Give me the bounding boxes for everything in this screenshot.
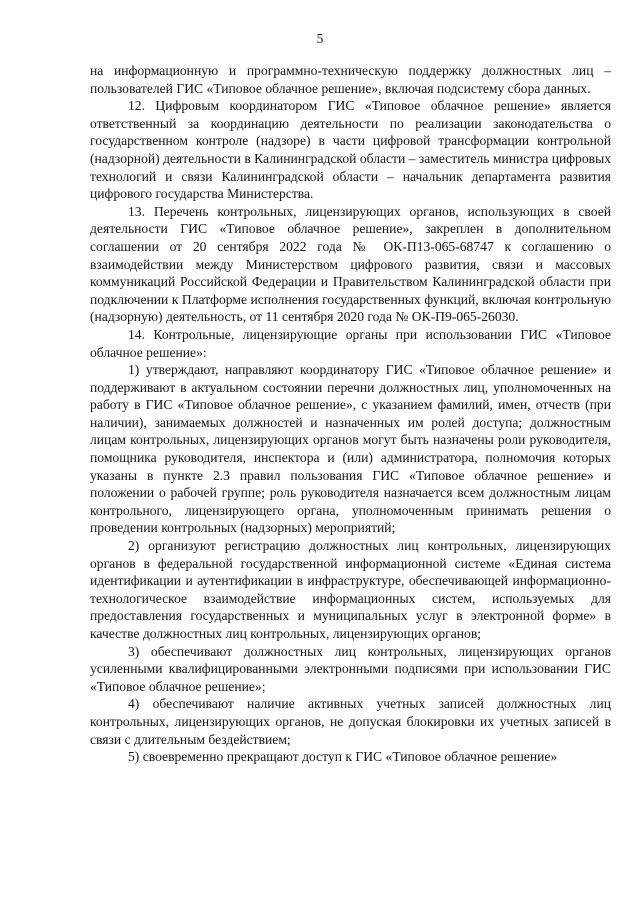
paragraph-item-13: 13. Перечень контрольных, лицензирующих органов, использующих в своей деятельности ГИС «Типовое облачное решение», закреплен в дополнительном соглашении от 20 сентября 2022 года № ОК-П13-065-68747 к соглашению о взаимодействии между Министерством цифрового развития, связи и массовых коммуникаций Российской Федерации и Правительством Калининградской области при подключении к Платформе исполнения государственных функций, включая контрольную (надзорную) деятельность, от 11 сентября 2020 года № ОК-П9-065-26030. — [90, 203, 611, 325]
subitem-4: 4) обеспечивают наличие активных учетных записей должностных лиц контрольных, лицензирующих органов, не допуская блокировки их учетных записей в связи с длительным бездействием; — [90, 696, 611, 747]
subitem-5: 5) своевременно прекращают доступ к ГИС «Типовое облачное решение» — [128, 749, 558, 765]
subitem-2: 2) организуют регистрацию должностных лиц контрольных, лицензирующих органов в федеральной государственной информационной системе «Единая система идентификации и аутентификации в инфраструктуре, обеспечивающей информационно-технологическое взаимодействие информационных систем, используемых для предоставления государственных и муниципальных услуг в электронной форме» в качестве должностных лиц контрольных, лицензирующих органов; — [90, 538, 611, 641]
page-number: 5 — [316, 31, 324, 46]
document-body — [90, 62, 611, 766]
paragraph-item-12: 12. Цифровым координатором ГИС «Типовое облачное решение» является ответственный за координацию деятельности по реализации законодательства о государственном контроле (надзоре) в части цифровой трансформации контрольной (надзорной) деятельности в Калининградской области – заместитель министра цифровых технологий и связи Калининградской области – начальник департамента развития цифрового государства Министерства. — [90, 98, 611, 202]
subitem-3: 3) обеспечивают должностных лиц контрольных, лицензирующих органов усиленными квалифицированными электронными подписями при использовании ГИС «Типовое облачное решение»; — [90, 643, 611, 694]
subitem-1: 1) утверждают, направляют координатору ГИС «Типовое облачное решение» и поддерживают в актуальном состоянии перечни должностных лиц, уполномоченных на работу в ГИС «Типовое облачное решение», с указанием фамилий, имен, отчеств (при наличии), занимаемых должностей и назначенных им ролей доступа; должностным лицам контрольных, лицензирующих органов могут быть назначены роли руководителя, помощника руководителя, инспектора и (или) администратора, полномочия которых указаны в пункте 2.3 правил пользования ГИС «Типовое облачное решение» и положении о рабочей группе; роль руководителя назначается всем должностным лицам контрольного, лицензирующего органа, уполномоченным принимать решения о проведении контрольных (надзорных) мероприятий; — [90, 362, 611, 536]
paragraph-continuation: на информационную и программно-техническую поддержку должностных лиц – пользователей ГИС «Типовое облачное решение», включая подсистему сбора данных. — [90, 63, 611, 96]
paragraph-item-14: 14. Контрольные, лицензирующие органы при использовании ГИС «Типовое облачное решение»: — [90, 326, 611, 360]
